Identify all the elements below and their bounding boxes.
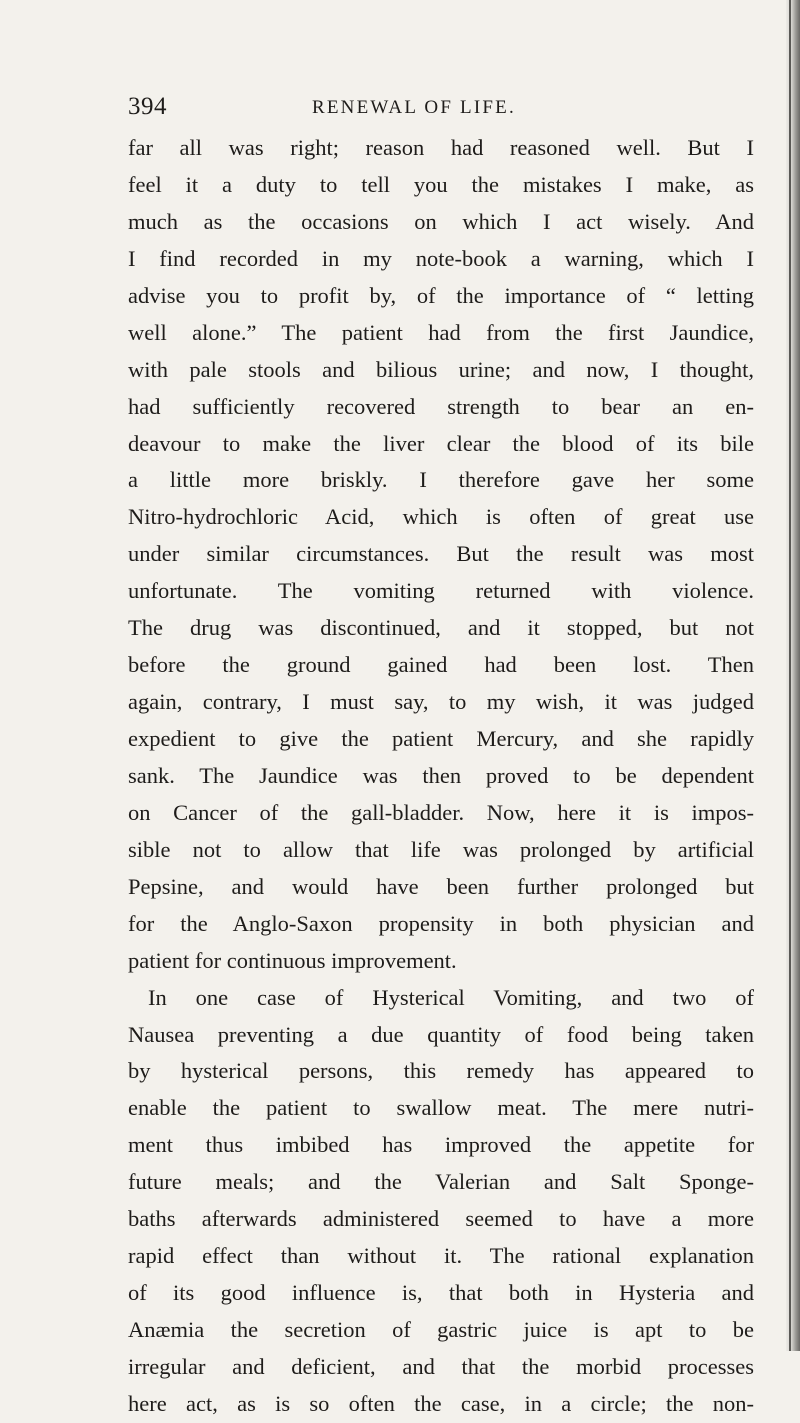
text-line: Anæmia the secretion of gastric juice is apt to be: [128, 1317, 754, 1342]
text-line: patient for continuous improvement.: [128, 947, 457, 973]
text-line: had sufficiently recovered strength to bear an en-: [128, 393, 754, 419]
text-line: The drug was discontinued, and it stopped, but not: [128, 615, 754, 641]
text-line: well alone.” The patient had from the first Jaundice,: [128, 319, 754, 345]
text-line: future meals; and the Valerian and Salt Sponge-: [128, 1169, 754, 1195]
text-line: far all was right; reason had reasoned well. But I: [128, 135, 754, 160]
text-line: ment thus imbibed has improved the appetite for: [128, 1132, 754, 1158]
text-line: under similar circumstances. But the result was most: [128, 541, 754, 567]
text-line: by hysterical persons, this remedy has appeared to: [128, 1058, 754, 1084]
body-text: [128, 130, 754, 1423]
text-line: rapid effect than without it. The rational explanation: [128, 1243, 754, 1269]
text-line: In one case of Hysterical Vomiting, and two of: [148, 984, 754, 1010]
text-line: much as the occasions on which I act wisely. And: [128, 208, 754, 234]
text-line: here act, as is so often the case, in a circle; the non-: [128, 1390, 754, 1416]
text-line: advise you to profit by, of the importance of “ letting: [128, 282, 754, 308]
text-line: I find recorded in my note-book a warning, which I: [128, 245, 754, 271]
text-line: feel it a duty to tell you the mistakes I make, as: [128, 171, 754, 197]
text-line: again, contrary, I must say, to my wish, it was judged: [128, 689, 754, 715]
text-line: sank. The Jaundice was then proved to be dependent: [128, 762, 754, 788]
text-line: on Cancer of the gall-bladder. Now, here it is impos-: [128, 799, 754, 825]
page-header: [128, 93, 748, 129]
text-line: for the Anglo-Saxon propensity in both physician and: [128, 910, 754, 936]
text-line: a little more briskly. I therefore gave her some: [128, 467, 754, 493]
text-line: before the ground gained had been lost. Then: [128, 652, 754, 678]
page-number: 394: [128, 93, 167, 120]
text-line: enable the patient to swallow meat. The mere nutri-: [128, 1095, 754, 1121]
text-line: baths afterwards administered seemed to have a more: [128, 1206, 754, 1232]
text-line: sible not to allow that life was prolonged by artificial: [128, 836, 754, 862]
text-line: with pale stools and bilious urine; and now, I thought,: [128, 356, 754, 382]
page-edge-line: [789, 0, 791, 1351]
text-line: Nausea preventing a due quantity of food being taken: [128, 1021, 754, 1047]
text-line: irregular and deficient, and that the morbid processes: [128, 1353, 754, 1379]
text-line: deavour to make the liver clear the blood of its bile: [128, 430, 754, 456]
text-line: Nitro-hydrochloric Acid, which is often of great use: [128, 504, 754, 530]
text-line: of its good influence is, that both in Hysteria and: [128, 1280, 754, 1306]
text-line: expedient to give the patient Mercury, and she rapidly: [128, 726, 754, 751]
text-line: Pepsine, and would have been further prolonged but: [128, 873, 754, 899]
text-line: unfortunate. The vomiting returned with violence.: [128, 578, 754, 604]
running-title: RENEWAL OF LIFE.: [312, 97, 516, 118]
